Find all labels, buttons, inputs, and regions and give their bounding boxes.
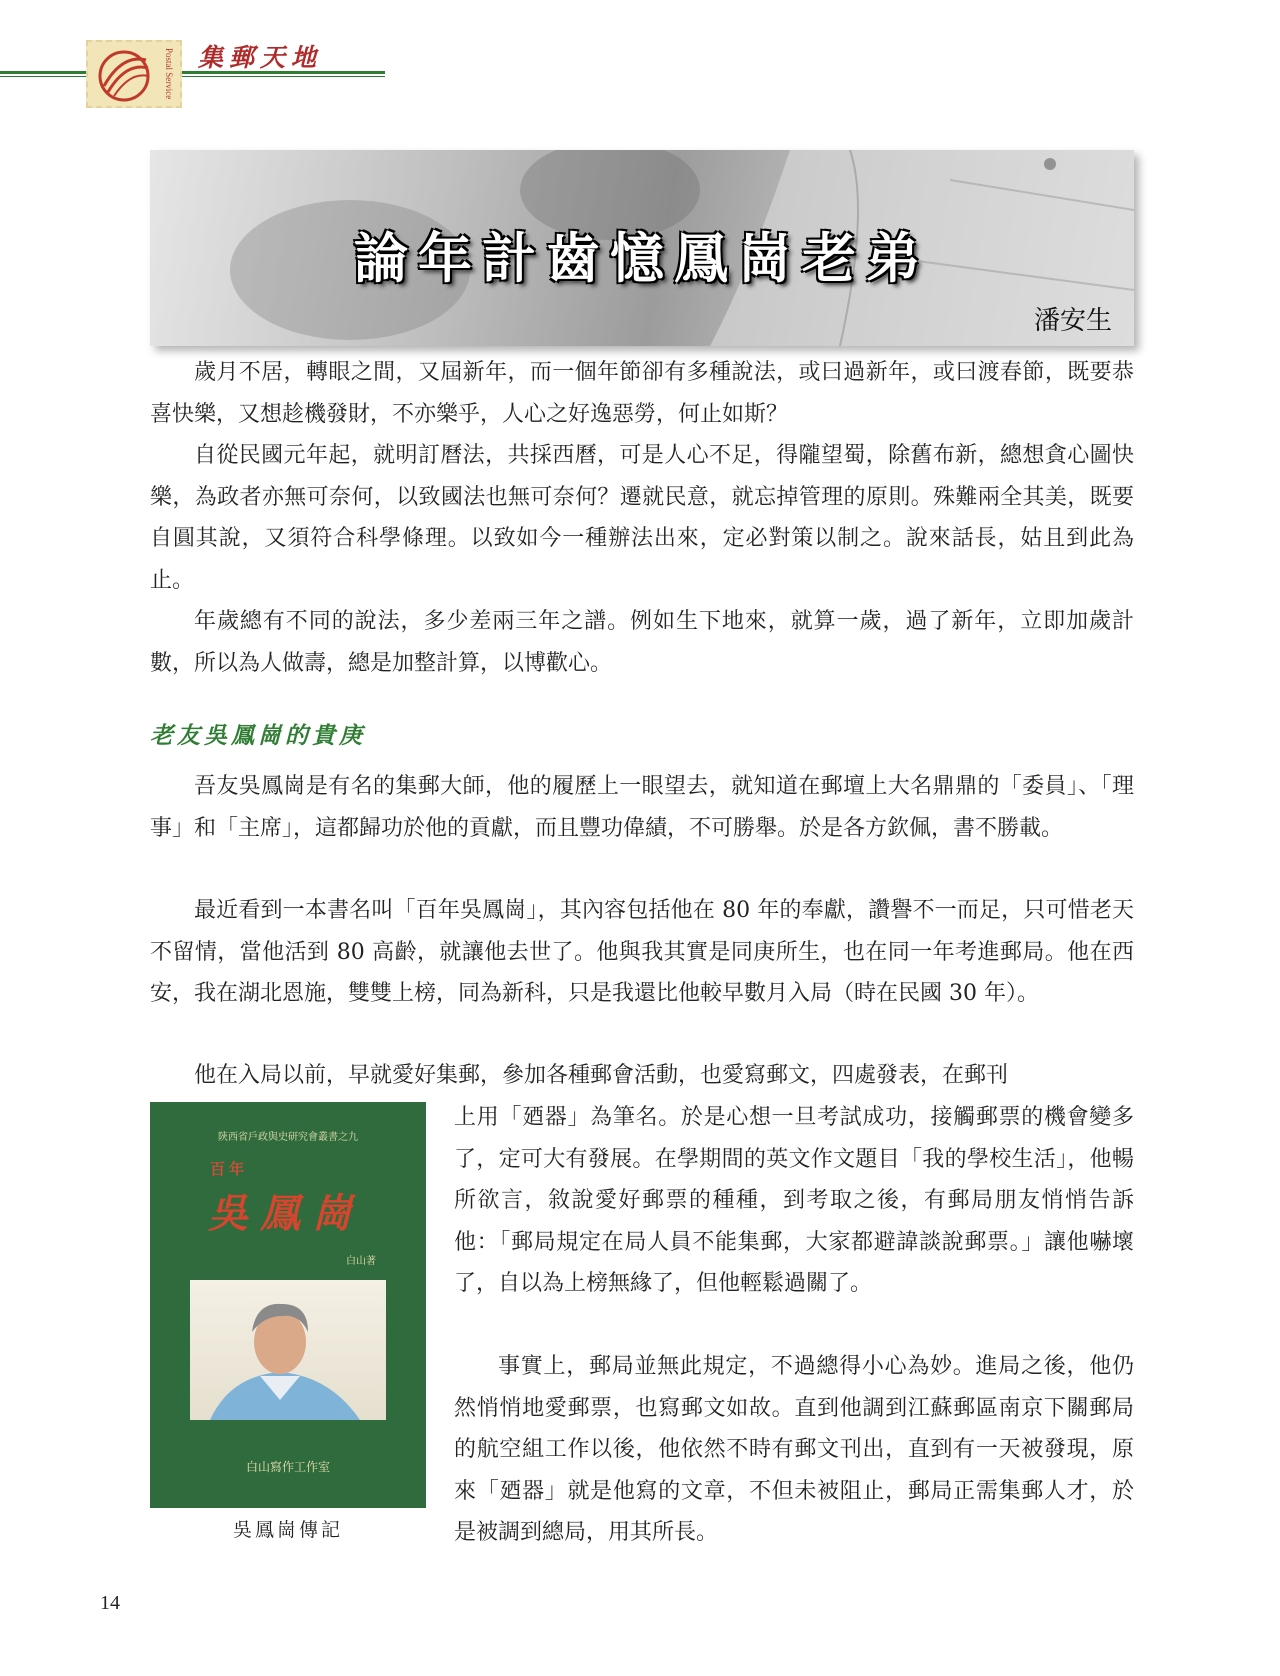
postal-logo xyxy=(86,40,182,108)
book-cover-image xyxy=(150,1102,426,1508)
paragraph: 歲月不居，轉眼之間，又屆新年，而一個年節卻有多種說法，或曰過新年，或曰渡春節，既要恭喜快樂，又想趁機發財，不亦樂乎，人心之好逸惡勞，何止如斯？ xyxy=(150,360,1134,427)
page-number: 14 xyxy=(100,1592,120,1614)
paragraph: 吾友吳鳳崗是有名的集郵大師，他的履歷上一眼望去，就知道在郵壇上大名鼎鼎的「委員」、「理事」和「主席」，這都歸功於他的貢獻，而且豐功偉績，不可勝舉。於是各方欽佩，書不勝載。 xyxy=(150,774,1134,841)
paragraph: 自從民國元年起，就明訂曆法，共採西曆，可是人心不足，得隴望蜀，除舊布新，總想貪心圖快樂，為政者亦無可奈何，以致國法也無可奈何？遷就民意，就忘掉管理的原則。殊難兩全其美，既要自圓其說，又須符合科學條理。以致如今一種辦法出來，定必對策以制之。說來話長，姑且到此為止。 xyxy=(150,443,1134,593)
header-rule-thin xyxy=(0,76,385,77)
book-label: 百年 xyxy=(210,1160,249,1178)
logo-text: Postal Service xyxy=(164,48,174,100)
section-subheading: 老友吳鳳崗的貴庚 xyxy=(150,723,366,749)
paragraph: 年歲總有不同的說法，多少差兩三年之譜。例如生下地來，就算一歲，過了新年，立即加歲計數，所以為人做壽，總是加整計算，以博歡心。 xyxy=(150,609,1134,676)
paragraph: 上用「廼器」為筆名。於是心想一旦考試成功，接觸郵票的機會變多了，定可大有發展。在學期間的英文作文題目「我的學校生活」，他暢所欲言，敘說愛好郵票的種種，到考取之後，有郵局朋友悄悄告訴他：「郵局規定在局人員不能集郵，大家都避諱談說郵票。」讓他嚇壞了，自以為上榜無緣了，但他輕鬆過關了。 xyxy=(454,1105,1134,1296)
portrait-icon xyxy=(190,1280,386,1420)
article-author: 潘安生 xyxy=(1033,306,1112,336)
book-series: 陝西省戶政與史研究會叢書之九 xyxy=(218,1132,358,1143)
figure-caption: 吳鳳崗傳記 xyxy=(232,1519,343,1541)
book-author: 白山著 xyxy=(346,1256,376,1267)
book-publisher: 白山寫作工作室 xyxy=(245,1460,330,1474)
article-title: 論年計齒憶鳳崗老弟 xyxy=(354,226,930,290)
book-title: 吳鳳崗 xyxy=(208,1190,364,1237)
paragraph: 最近看到一本書名叫「百年吳鳳崗」，其內容包括他在 80 年的奉獻，讚譽不一而足，只可惜老天不留情，當他活到 80 高齡，就讓他去世了。他與我其實是同庚所生，也在同一年考進郵局。他在西安，我在湖北恩施，雙雙上榜，同為新科，只是我還比他較早數月入局（時在民國 30 年）。 xyxy=(150,898,1134,1006)
portrait-photo xyxy=(190,1280,386,1420)
section-title: 集郵天地 xyxy=(198,43,323,72)
paragraph: 事實上，郵局並無此規定，不過總得小心為妙。進局之後，他仍然悄悄地愛郵票，也寫郵文如故。直到他調到江蘇郵區南京下關郵局的航空組工作以後，他依然不時有郵文刊出，直到有一天被發現，原來「廼器」就是他寫的文章，不但未被阻止，郵局正需集郵人才，於是被調到總局，用其所長。 xyxy=(454,1354,1134,1545)
title-banner xyxy=(150,150,1134,346)
paragraph: 他在入局以前，早就愛好集郵，參加各種郵會活動，也愛寫郵文，四處發表，在郵刊 xyxy=(194,1063,1009,1088)
header-rule xyxy=(0,71,385,74)
logo-emblem-icon xyxy=(94,46,156,104)
